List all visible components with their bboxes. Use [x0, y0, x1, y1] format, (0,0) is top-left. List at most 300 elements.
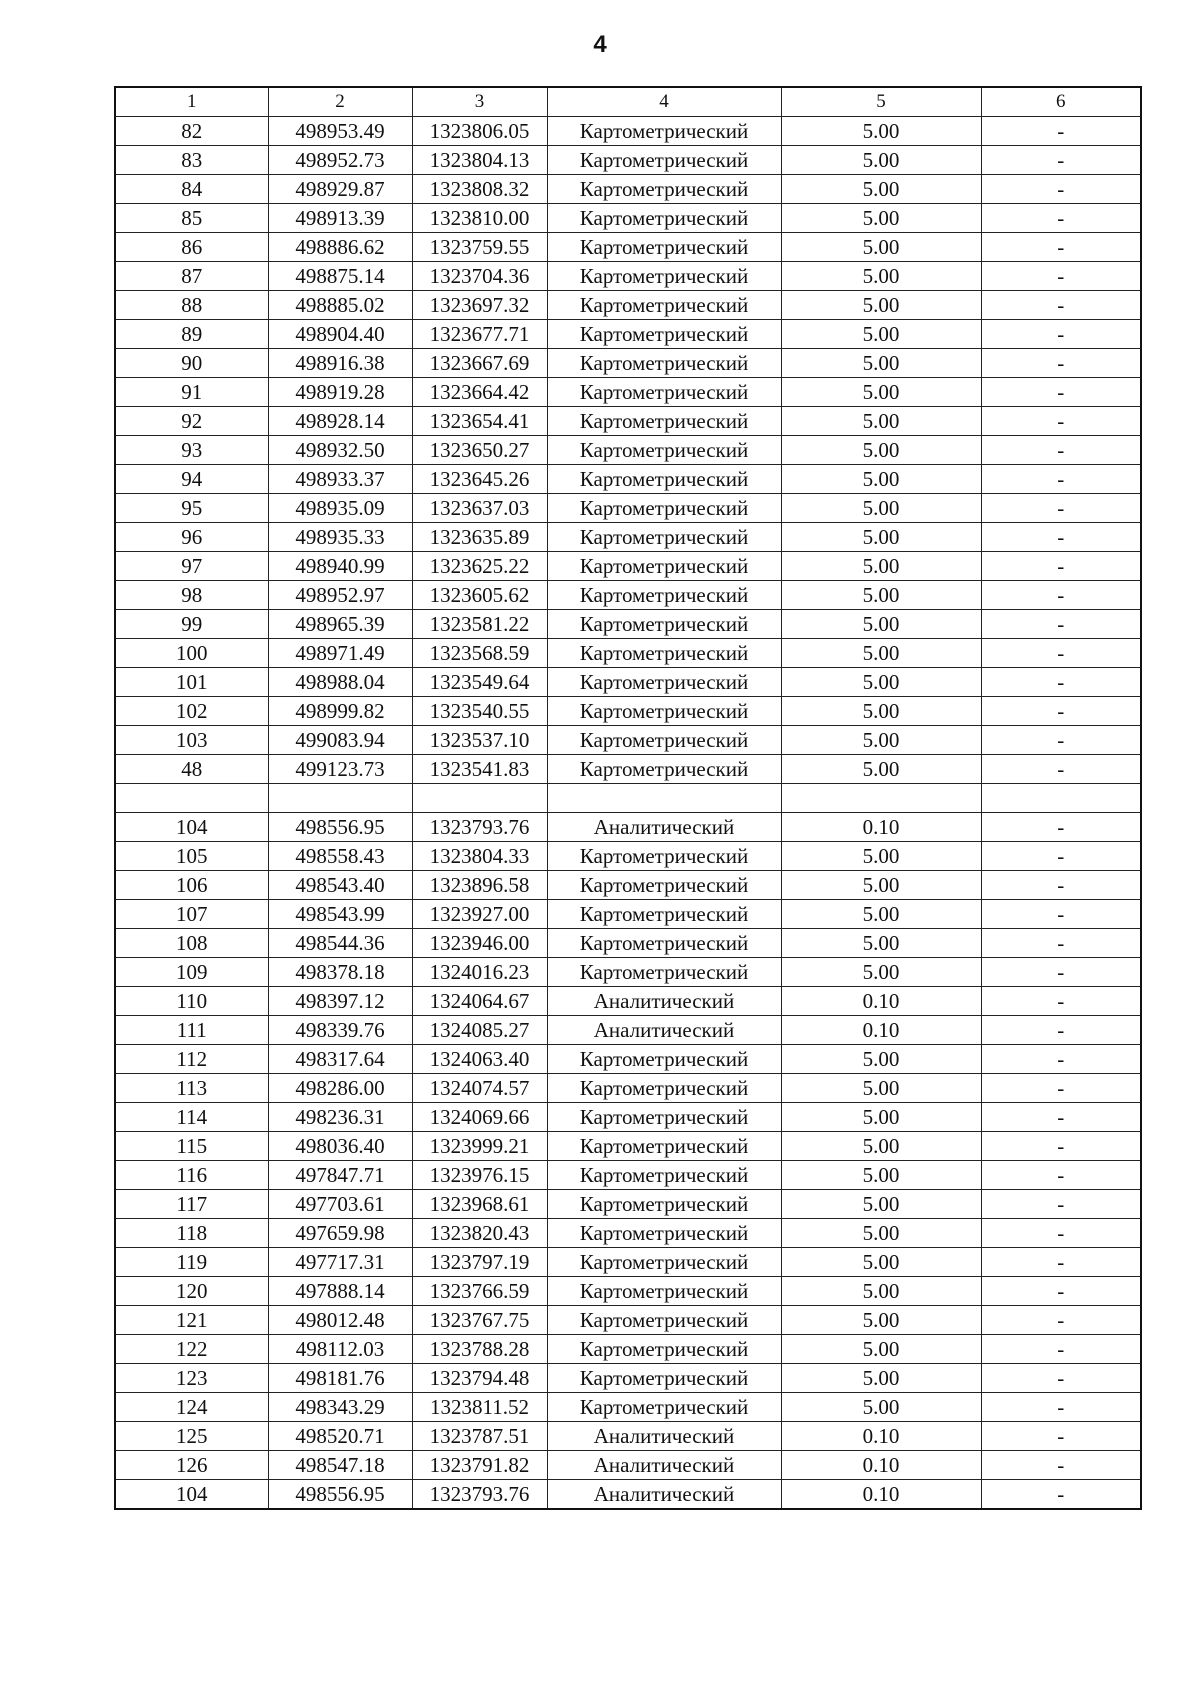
y-coordinate-cell: 1323787.51 — [412, 1422, 547, 1451]
accuracy-cell: 5.00 — [781, 233, 981, 262]
point-number-cell: 90 — [115, 349, 268, 378]
x-coordinate-cell: 498965.39 — [268, 610, 412, 639]
table-row — [115, 697, 1141, 726]
method-cell: Картометрический — [547, 697, 781, 726]
method-cell: Картометрический — [547, 1103, 781, 1132]
accuracy-cell: 5.00 — [781, 204, 981, 233]
method-cell: Картометрический — [547, 1364, 781, 1393]
table-row — [115, 1393, 1141, 1422]
method-cell: Картометрический — [547, 581, 781, 610]
table-row — [115, 1364, 1141, 1393]
point-number-cell — [115, 784, 268, 813]
x-coordinate-cell: 498544.36 — [268, 929, 412, 958]
accuracy-cell: 5.00 — [781, 1074, 981, 1103]
method-cell: Картометрический — [547, 407, 781, 436]
method-cell: Картометрический — [547, 958, 781, 987]
table-row — [115, 1045, 1141, 1074]
point-number-cell: 115 — [115, 1132, 268, 1161]
method-cell: Картометрический — [547, 494, 781, 523]
point-number-cell: 119 — [115, 1248, 268, 1277]
x-coordinate-cell: 498935.33 — [268, 523, 412, 552]
y-coordinate-cell: 1323896.58 — [412, 871, 547, 900]
x-coordinate-cell: 497703.61 — [268, 1190, 412, 1219]
y-coordinate-cell: 1323581.22 — [412, 610, 547, 639]
column-header: 4 — [547, 87, 781, 117]
x-coordinate-cell: 498543.40 — [268, 871, 412, 900]
note-cell: - — [981, 1161, 1141, 1190]
note-cell: - — [981, 1045, 1141, 1074]
point-number-cell: 126 — [115, 1451, 268, 1480]
table-row — [115, 523, 1141, 552]
x-coordinate-cell: 498913.39 — [268, 204, 412, 233]
table-header-row — [115, 87, 1141, 117]
x-coordinate-cell — [268, 784, 412, 813]
method-cell: Картометрический — [547, 755, 781, 784]
table-row — [115, 639, 1141, 668]
note-cell: - — [981, 1016, 1141, 1045]
table-row — [115, 1480, 1141, 1510]
point-number-cell: 102 — [115, 697, 268, 726]
y-coordinate-cell: 1324063.40 — [412, 1045, 547, 1074]
x-coordinate-cell: 498971.49 — [268, 639, 412, 668]
y-coordinate-cell: 1323794.48 — [412, 1364, 547, 1393]
point-number-cell: 101 — [115, 668, 268, 697]
y-coordinate-cell: 1323806.05 — [412, 117, 547, 146]
x-coordinate-cell: 498343.29 — [268, 1393, 412, 1422]
note-cell: - — [981, 1248, 1141, 1277]
y-coordinate-cell: 1323810.00 — [412, 204, 547, 233]
note-cell: - — [981, 581, 1141, 610]
y-coordinate-cell: 1324069.66 — [412, 1103, 547, 1132]
point-number-cell: 98 — [115, 581, 268, 610]
x-coordinate-cell: 498916.38 — [268, 349, 412, 378]
x-coordinate-cell: 497659.98 — [268, 1219, 412, 1248]
x-coordinate-cell: 498036.40 — [268, 1132, 412, 1161]
x-coordinate-cell: 498952.97 — [268, 581, 412, 610]
accuracy-cell: 5.00 — [781, 755, 981, 784]
table-row — [115, 175, 1141, 204]
y-coordinate-cell: 1323788.28 — [412, 1335, 547, 1364]
x-coordinate-cell: 498935.09 — [268, 494, 412, 523]
column-header: 6 — [981, 87, 1141, 117]
point-number-cell: 104 — [115, 813, 268, 842]
x-coordinate-cell: 498999.82 — [268, 697, 412, 726]
accuracy-cell: 5.00 — [781, 610, 981, 639]
point-number-cell: 111 — [115, 1016, 268, 1045]
x-coordinate-cell: 498929.87 — [268, 175, 412, 204]
x-coordinate-cell: 498919.28 — [268, 378, 412, 407]
y-coordinate-cell: 1323541.83 — [412, 755, 547, 784]
x-coordinate-cell: 498904.40 — [268, 320, 412, 349]
accuracy-cell: 5.00 — [781, 1161, 981, 1190]
accuracy-cell: 5.00 — [781, 1132, 981, 1161]
method-cell: Картометрический — [547, 291, 781, 320]
method-cell: Картометрический — [547, 1306, 781, 1335]
method-cell: Картометрический — [547, 349, 781, 378]
note-cell: - — [981, 233, 1141, 262]
point-number-cell: 123 — [115, 1364, 268, 1393]
accuracy-cell: 5.00 — [781, 378, 981, 407]
y-coordinate-cell: 1323677.71 — [412, 320, 547, 349]
note-cell: - — [981, 523, 1141, 552]
y-coordinate-cell: 1323927.00 — [412, 900, 547, 929]
table-row — [115, 1422, 1141, 1451]
point-number-cell: 109 — [115, 958, 268, 987]
point-number-cell: 48 — [115, 755, 268, 784]
table-row — [115, 581, 1141, 610]
point-number-cell: 86 — [115, 233, 268, 262]
note-cell: - — [981, 987, 1141, 1016]
note-cell: - — [981, 552, 1141, 581]
x-coordinate-cell: 498886.62 — [268, 233, 412, 262]
note-cell: - — [981, 465, 1141, 494]
method-cell: Картометрический — [547, 639, 781, 668]
point-number-cell: 121 — [115, 1306, 268, 1335]
method-cell — [547, 784, 781, 813]
y-coordinate-cell: 1323767.75 — [412, 1306, 547, 1335]
note-cell: - — [981, 378, 1141, 407]
method-cell: Аналитический — [547, 987, 781, 1016]
method-cell: Картометрический — [547, 842, 781, 871]
note-cell: - — [981, 320, 1141, 349]
table-row — [115, 1074, 1141, 1103]
accuracy-cell: 5.00 — [781, 958, 981, 987]
table-row — [115, 494, 1141, 523]
note-cell: - — [981, 1190, 1141, 1219]
accuracy-cell: 5.00 — [781, 1248, 981, 1277]
method-cell: Картометрический — [547, 233, 781, 262]
y-coordinate-cell: 1323645.26 — [412, 465, 547, 494]
method-cell: Картометрический — [547, 1161, 781, 1190]
table-row — [115, 233, 1141, 262]
point-number-cell: 85 — [115, 204, 268, 233]
method-cell: Картометрический — [547, 1277, 781, 1306]
y-coordinate-cell: 1323808.32 — [412, 175, 547, 204]
column-header: 5 — [781, 87, 981, 117]
accuracy-cell: 5.00 — [781, 697, 981, 726]
y-coordinate-cell: 1323635.89 — [412, 523, 547, 552]
table-row — [115, 552, 1141, 581]
point-number-cell: 122 — [115, 1335, 268, 1364]
y-coordinate-cell: 1323793.76 — [412, 813, 547, 842]
point-number-cell: 83 — [115, 146, 268, 175]
table-row — [115, 987, 1141, 1016]
point-number-cell: 100 — [115, 639, 268, 668]
y-coordinate-cell: 1324074.57 — [412, 1074, 547, 1103]
accuracy-cell: 5.00 — [781, 349, 981, 378]
y-coordinate-cell: 1323766.59 — [412, 1277, 547, 1306]
point-number-cell: 89 — [115, 320, 268, 349]
x-coordinate-cell: 498933.37 — [268, 465, 412, 494]
note-cell: - — [981, 1364, 1141, 1393]
y-coordinate-cell: 1323759.55 — [412, 233, 547, 262]
page-number: 4 — [593, 31, 607, 58]
accuracy-cell: 5.00 — [781, 320, 981, 349]
method-cell: Аналитический — [547, 1451, 781, 1480]
column-header: 1 — [115, 87, 268, 117]
method-cell: Картометрический — [547, 1132, 781, 1161]
point-number-cell: 87 — [115, 262, 268, 291]
accuracy-cell: 5.00 — [781, 262, 981, 291]
table-row — [115, 784, 1141, 813]
note-cell: - — [981, 1103, 1141, 1132]
point-number-cell: 82 — [115, 117, 268, 146]
accuracy-cell: 5.00 — [781, 523, 981, 552]
point-number-cell: 99 — [115, 610, 268, 639]
method-cell: Картометрический — [547, 436, 781, 465]
point-number-cell: 97 — [115, 552, 268, 581]
table-row — [115, 1306, 1141, 1335]
point-number-cell: 120 — [115, 1277, 268, 1306]
point-number-cell: 88 — [115, 291, 268, 320]
method-cell: Картометрический — [547, 262, 781, 291]
accuracy-cell: 5.00 — [781, 494, 981, 523]
accuracy-cell: 5.00 — [781, 407, 981, 436]
y-coordinate-cell: 1323605.62 — [412, 581, 547, 610]
table-row — [115, 262, 1141, 291]
point-number-cell: 116 — [115, 1161, 268, 1190]
x-coordinate-cell: 498236.31 — [268, 1103, 412, 1132]
method-cell: Картометрический — [547, 668, 781, 697]
point-number-cell: 93 — [115, 436, 268, 465]
point-number-cell: 104 — [115, 1480, 268, 1510]
point-number-cell: 125 — [115, 1422, 268, 1451]
table-row — [115, 1103, 1141, 1132]
x-coordinate-cell: 498112.03 — [268, 1335, 412, 1364]
x-coordinate-cell: 497888.14 — [268, 1277, 412, 1306]
note-cell: - — [981, 117, 1141, 146]
table-row — [115, 610, 1141, 639]
x-coordinate-cell: 499083.94 — [268, 726, 412, 755]
method-cell: Картометрический — [547, 1219, 781, 1248]
accuracy-cell: 5.00 — [781, 1364, 981, 1393]
y-coordinate-cell: 1323704.36 — [412, 262, 547, 291]
y-coordinate-cell: 1323568.59 — [412, 639, 547, 668]
table-row — [115, 291, 1141, 320]
method-cell: Картометрический — [547, 523, 781, 552]
note-cell: - — [981, 262, 1141, 291]
table-row — [115, 117, 1141, 146]
table-row — [115, 349, 1141, 378]
x-coordinate-cell: 498953.49 — [268, 117, 412, 146]
y-coordinate-cell: 1323791.82 — [412, 1451, 547, 1480]
accuracy-cell: 0.10 — [781, 1480, 981, 1510]
x-coordinate-cell: 498556.95 — [268, 1480, 412, 1510]
method-cell: Картометрический — [547, 1393, 781, 1422]
note-cell: - — [981, 813, 1141, 842]
method-cell: Аналитический — [547, 813, 781, 842]
x-coordinate-cell: 498558.43 — [268, 842, 412, 871]
table-row — [115, 726, 1141, 755]
table-body — [115, 117, 1141, 1510]
x-coordinate-cell: 498556.95 — [268, 813, 412, 842]
point-number-cell: 118 — [115, 1219, 268, 1248]
point-number-cell: 114 — [115, 1103, 268, 1132]
method-cell: Картометрический — [547, 871, 781, 900]
y-coordinate-cell: 1323946.00 — [412, 929, 547, 958]
table-row — [115, 1161, 1141, 1190]
x-coordinate-cell: 498547.18 — [268, 1451, 412, 1480]
y-coordinate-cell: 1323797.19 — [412, 1248, 547, 1277]
point-number-cell: 103 — [115, 726, 268, 755]
note-cell: - — [981, 1335, 1141, 1364]
table-row — [115, 1132, 1141, 1161]
accuracy-cell: 0.10 — [781, 987, 981, 1016]
note-cell: - — [981, 610, 1141, 639]
note-cell: - — [981, 349, 1141, 378]
accuracy-cell: 0.10 — [781, 813, 981, 842]
accuracy-cell: 5.00 — [781, 146, 981, 175]
note-cell: - — [981, 958, 1141, 987]
point-number-cell: 113 — [115, 1074, 268, 1103]
table-row — [115, 465, 1141, 494]
note-cell: - — [981, 639, 1141, 668]
accuracy-cell: 5.00 — [781, 726, 981, 755]
accuracy-cell: 5.00 — [781, 1277, 981, 1306]
note-cell: - — [981, 668, 1141, 697]
note-cell: - — [981, 1480, 1141, 1510]
method-cell: Аналитический — [547, 1016, 781, 1045]
point-number-cell: 95 — [115, 494, 268, 523]
point-number-cell: 112 — [115, 1045, 268, 1074]
x-coordinate-cell: 497717.31 — [268, 1248, 412, 1277]
accuracy-cell: 5.00 — [781, 1045, 981, 1074]
method-cell: Картометрический — [547, 929, 781, 958]
method-cell: Картометрический — [547, 117, 781, 146]
table-row — [115, 1451, 1141, 1480]
accuracy-cell: 5.00 — [781, 1393, 981, 1422]
x-coordinate-cell: 499123.73 — [268, 755, 412, 784]
table-row — [115, 900, 1141, 929]
table-row — [115, 436, 1141, 465]
table-row — [115, 204, 1141, 233]
x-coordinate-cell: 498181.76 — [268, 1364, 412, 1393]
note-cell: - — [981, 1074, 1141, 1103]
accuracy-cell: 5.00 — [781, 436, 981, 465]
x-coordinate-cell: 498520.71 — [268, 1422, 412, 1451]
point-number-cell: 94 — [115, 465, 268, 494]
x-coordinate-cell: 498928.14 — [268, 407, 412, 436]
y-coordinate-cell: 1323625.22 — [412, 552, 547, 581]
note-cell: - — [981, 1219, 1141, 1248]
table-row — [115, 320, 1141, 349]
accuracy-cell: 5.00 — [781, 175, 981, 204]
accuracy-cell: 5.00 — [781, 842, 981, 871]
method-cell: Картометрический — [547, 1248, 781, 1277]
table-row — [115, 929, 1141, 958]
y-coordinate-cell: 1323667.69 — [412, 349, 547, 378]
y-coordinate-cell: 1323549.64 — [412, 668, 547, 697]
x-coordinate-cell: 497847.71 — [268, 1161, 412, 1190]
y-coordinate-cell: 1323537.10 — [412, 726, 547, 755]
coordinates-table — [114, 86, 1142, 1510]
y-coordinate-cell: 1323540.55 — [412, 697, 547, 726]
method-cell: Картометрический — [547, 552, 781, 581]
note-cell: - — [981, 291, 1141, 320]
x-coordinate-cell: 498875.14 — [268, 262, 412, 291]
method-cell: Картометрический — [547, 1045, 781, 1074]
method-cell: Картометрический — [547, 320, 781, 349]
point-number-cell: 107 — [115, 900, 268, 929]
y-coordinate-cell: 1324064.67 — [412, 987, 547, 1016]
note-cell: - — [981, 1393, 1141, 1422]
point-number-cell: 105 — [115, 842, 268, 871]
accuracy-cell: 5.00 — [781, 871, 981, 900]
x-coordinate-cell: 498012.48 — [268, 1306, 412, 1335]
point-number-cell: 124 — [115, 1393, 268, 1422]
point-number-cell: 117 — [115, 1190, 268, 1219]
table-row — [115, 755, 1141, 784]
accuracy-cell: 5.00 — [781, 1335, 981, 1364]
accuracy-cell: 0.10 — [781, 1451, 981, 1480]
table-row — [115, 842, 1141, 871]
table-row — [115, 407, 1141, 436]
note-cell: - — [981, 697, 1141, 726]
note-cell: - — [981, 175, 1141, 204]
method-cell: Картометрический — [547, 175, 781, 204]
accuracy-cell: 5.00 — [781, 552, 981, 581]
x-coordinate-cell: 498286.00 — [268, 1074, 412, 1103]
note-cell: - — [981, 494, 1141, 523]
y-coordinate-cell: 1324085.27 — [412, 1016, 547, 1045]
note-cell: - — [981, 1422, 1141, 1451]
accuracy-cell: 5.00 — [781, 465, 981, 494]
table-row — [115, 1016, 1141, 1045]
table-row — [115, 1190, 1141, 1219]
column-header: 2 — [268, 87, 412, 117]
y-coordinate-cell: 1323968.61 — [412, 1190, 547, 1219]
note-cell: - — [981, 929, 1141, 958]
accuracy-cell: 0.10 — [781, 1422, 981, 1451]
y-coordinate-cell: 1323697.32 — [412, 291, 547, 320]
x-coordinate-cell: 498988.04 — [268, 668, 412, 697]
accuracy-cell: 5.00 — [781, 291, 981, 320]
table-row — [115, 1335, 1141, 1364]
accuracy-cell: 5.00 — [781, 1219, 981, 1248]
x-coordinate-cell: 498317.64 — [268, 1045, 412, 1074]
point-number-cell: 92 — [115, 407, 268, 436]
table-row — [115, 1219, 1141, 1248]
y-coordinate-cell: 1323820.43 — [412, 1219, 547, 1248]
method-cell: Картометрический — [547, 204, 781, 233]
note-cell: - — [981, 755, 1141, 784]
accuracy-cell: 0.10 — [781, 1016, 981, 1045]
y-coordinate-cell: 1323976.15 — [412, 1161, 547, 1190]
method-cell: Аналитический — [547, 1480, 781, 1510]
x-coordinate-cell: 498339.76 — [268, 1016, 412, 1045]
method-cell: Картометрический — [547, 378, 781, 407]
note-cell: - — [981, 871, 1141, 900]
column-header: 3 — [412, 87, 547, 117]
table-row — [115, 1277, 1141, 1306]
accuracy-cell: 5.00 — [781, 1190, 981, 1219]
y-coordinate-cell: 1323793.76 — [412, 1480, 547, 1510]
accuracy-cell: 5.00 — [781, 668, 981, 697]
accuracy-cell: 5.00 — [781, 581, 981, 610]
point-number-cell: 91 — [115, 378, 268, 407]
method-cell: Картометрический — [547, 610, 781, 639]
method-cell: Картометрический — [547, 900, 781, 929]
method-cell: Аналитический — [547, 1422, 781, 1451]
x-coordinate-cell: 498378.18 — [268, 958, 412, 987]
y-coordinate-cell: 1323637.03 — [412, 494, 547, 523]
y-coordinate-cell: 1323804.13 — [412, 146, 547, 175]
accuracy-cell: 5.00 — [781, 1306, 981, 1335]
point-number-cell: 96 — [115, 523, 268, 552]
accuracy-cell — [781, 784, 981, 813]
y-coordinate-cell: 1324016.23 — [412, 958, 547, 987]
accuracy-cell: 5.00 — [781, 639, 981, 668]
